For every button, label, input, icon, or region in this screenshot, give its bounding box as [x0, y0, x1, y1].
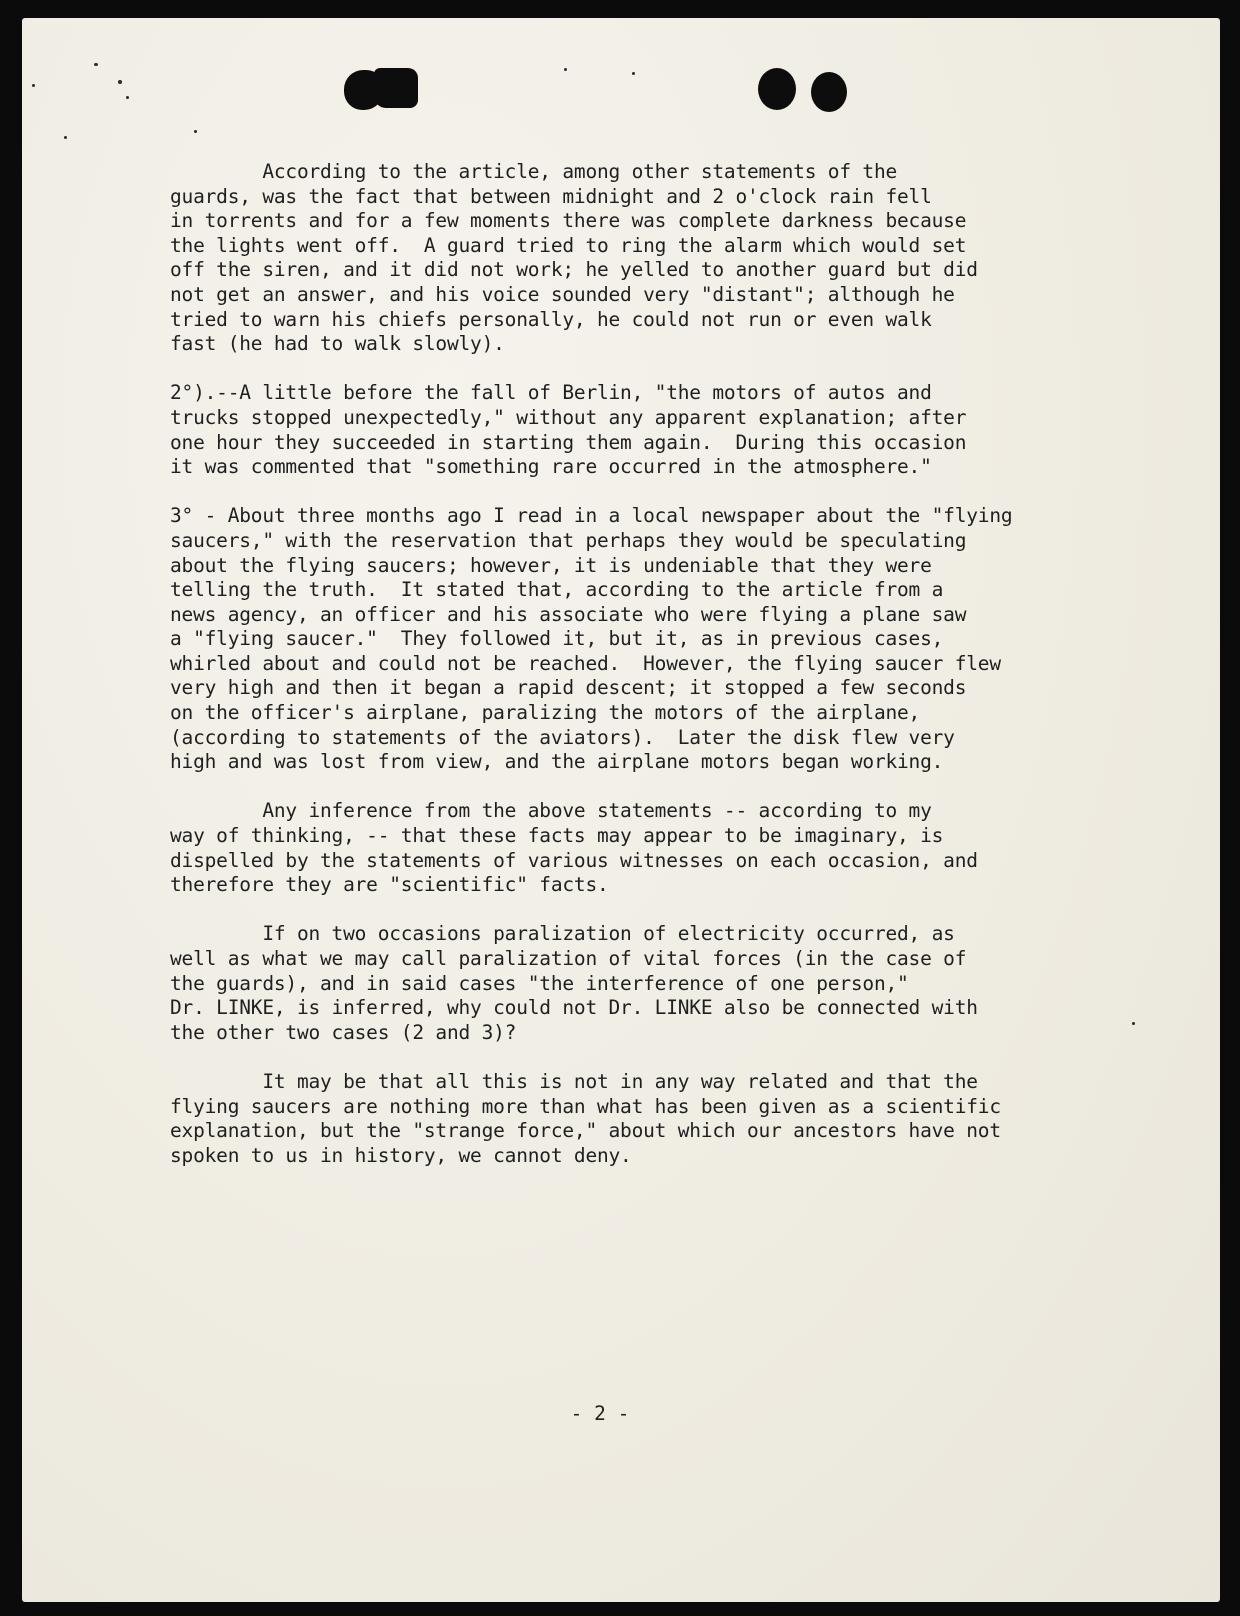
text-line: tried to warn his chiefs personally, he could not run or even walk — [170, 307, 932, 331]
text-line: it was commented that "something rare occurred in the atmosphere." — [170, 455, 932, 479]
text-line: guards, was the fact that between midnight and 2 o'clock rain fell — [170, 184, 932, 208]
punch-hole — [758, 68, 796, 110]
speck — [194, 130, 197, 133]
text-line: the guards), and in said cases "the interference of one person," — [170, 971, 909, 995]
paragraph — [170, 922, 1080, 1045]
speck — [564, 68, 567, 71]
text-line: telling the truth. It stated that, according to the article from a — [170, 578, 944, 602]
text-line: dispelled by the statements of various witnesses on each occasion, and — [170, 848, 978, 872]
text-line: news agency, an officer and his associate who were flying a plane saw — [170, 602, 967, 626]
paragraph — [170, 1070, 1080, 1168]
text-line: high and was lost from view, and the airplane motors began working. — [170, 750, 944, 774]
text-line: saucers," with the reservation that perhaps they would be speculating — [170, 528, 967, 552]
text-line: not get an answer, and his voice sounded very "distant"; although he — [170, 282, 955, 306]
text-line: off the siren, and it did not work; he yelled to another guard but did — [170, 258, 978, 282]
page-number: - 2 - — [570, 1402, 630, 1425]
text-line: It may be that all this is not in any way related and that the — [170, 1069, 978, 1093]
document-body — [170, 160, 1080, 1193]
speck — [632, 72, 635, 75]
punch-hole — [374, 68, 418, 108]
text-line: According to the article, among other statements of the — [170, 160, 898, 183]
punch-hole — [811, 72, 847, 112]
text-line: the lights went off. A guard tried to ring the alarm which would set — [170, 233, 967, 257]
speck — [118, 80, 122, 84]
text-line: a "flying saucer." They followed it, but it, as in previous cases, — [170, 627, 944, 651]
text-line: Any inference from the above statements -- according to my — [170, 799, 932, 823]
text-line: about the flying saucers; however, it is undeniable that they were — [170, 553, 932, 577]
speck — [32, 84, 35, 87]
text-line: on the officer's airplane, paralizing the motors of the airplane, — [170, 701, 921, 725]
text-line: 2°).--A little before the fall of Berlin, "the motors of autos and — [170, 381, 932, 405]
paragraph — [170, 160, 1080, 357]
text-line: in torrents and for a few moments there was complete darkness because — [170, 209, 967, 233]
paragraph — [170, 381, 1080, 479]
text-line: (according to statements of the aviators). Later the disk flew very — [170, 725, 955, 749]
paragraph — [170, 504, 1080, 775]
text-line: spoken to us in history, we cannot deny. — [170, 1143, 632, 1167]
speck — [94, 63, 98, 66]
text-line: fast (he had to walk slowly). — [170, 332, 505, 356]
speck — [64, 136, 67, 139]
text-line: whirled about and could not be reached. However, the flying saucer flew — [170, 651, 1001, 675]
speck — [1132, 1022, 1135, 1025]
text-line: flying saucers are nothing more than what has been given as a scientific — [170, 1094, 1001, 1118]
speck — [126, 96, 129, 99]
text-line: explanation, but the "strange force," about which our ancestors have not — [170, 1119, 1001, 1143]
text-line: trucks stopped unexpectedly," without any apparent explanation; after — [170, 405, 967, 429]
text-line: Dr. LINKE, is inferred, why could not Dr. LINKE also be connected with — [170, 996, 978, 1020]
paragraph — [170, 799, 1080, 897]
text-line: way of thinking, -- that these facts may appear to be imaginary, is — [170, 824, 944, 848]
text-line: the other two cases (2 and 3)? — [170, 1020, 517, 1044]
text-line: one hour they succeeded in starting them again. During this occasion — [170, 430, 967, 454]
text-line: If on two occasions paralization of electricity occurred, as — [170, 922, 955, 946]
text-line: therefore they are "scientific" facts. — [170, 873, 609, 897]
text-line: 3° - About three months ago I read in a local newspaper about the "flying — [170, 504, 1013, 528]
text-line: well as what we may call paralization of vital forces (in the case of — [170, 947, 967, 970]
text-line: very high and then it began a rapid descent; it stopped a few seconds — [170, 676, 967, 700]
